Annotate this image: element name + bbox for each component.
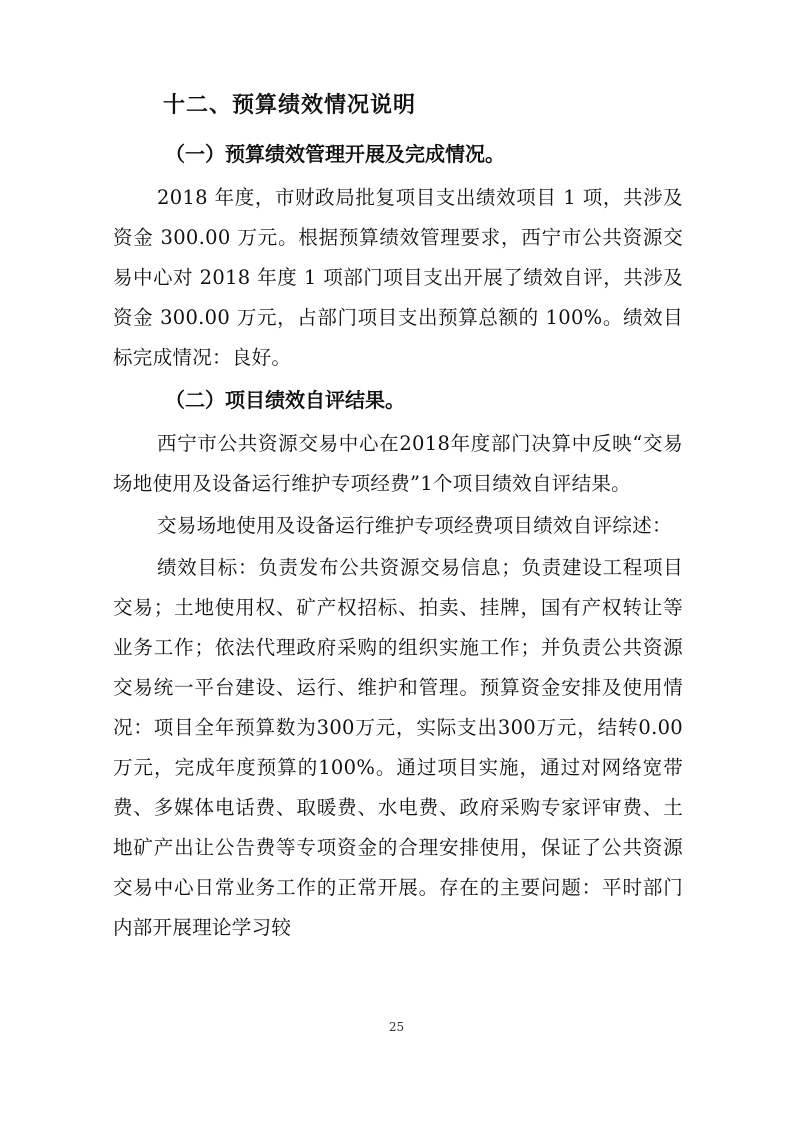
page-number: 25 (388, 1020, 405, 1034)
subsection-title-self-evaluation: （二）项目绩效自评结果。 (165, 388, 405, 412)
paragraph-evaluation-summary-intro: 交易场地使用及设备运行维护专项经费项目绩效自评综述： (157, 514, 672, 537)
paragraph-budget-overview: 2018 年度，市财政局批复项目支出绩效项目 1 项，共涉及资金 300.00 万元。根据预算绩效管理要求，西宁市公共资源交易中心对 2018 年度 1 项部门项目支出开展了绩效自评，共涉及资金 300.00 万元，占部门项目支出预算总额的 100%。绩效目标完成情况：良好。 (113, 186, 683, 369)
subsection-title-budget-management: （一）预算绩效管理开展及完成情况。 (165, 142, 505, 166)
paragraph-performance-goals: 绩效目标：负责发布公共资源交易信息；负责建设工程项目交易；土地使用权、矿产权招标、拍卖、挂牌，国有产权转让等业务工作；依法代理政府采购的组织实施工作；并负责公共资源交易统一平台建设、运行、维护和管理。预算资金安排及使用情况：项目全年预算数为300万元，实际支出300万元，结转0.00万元，完成年度预算的100%。通过项目实施，通过对网络宽带费、多媒体电话费、取暖费、水电费、政府采购专家评审费、土地矿产出让公告费等专项资金的合理安排使用，保证了公共资源交易中心日常业务工作的正常开展。存在的主要问题：平时部门内部开展理论学习较 (113, 556, 683, 939)
paragraph-evaluation-result: 西宁市公共资源交易中心在2018年度部门决算中反映“交易场地使用及设备运行维护专项经费”1个项目绩效自评结果。 (113, 432, 683, 495)
page-content (113, 86, 683, 950)
section-title: 十二、预算绩效情况说明 (163, 93, 417, 118)
